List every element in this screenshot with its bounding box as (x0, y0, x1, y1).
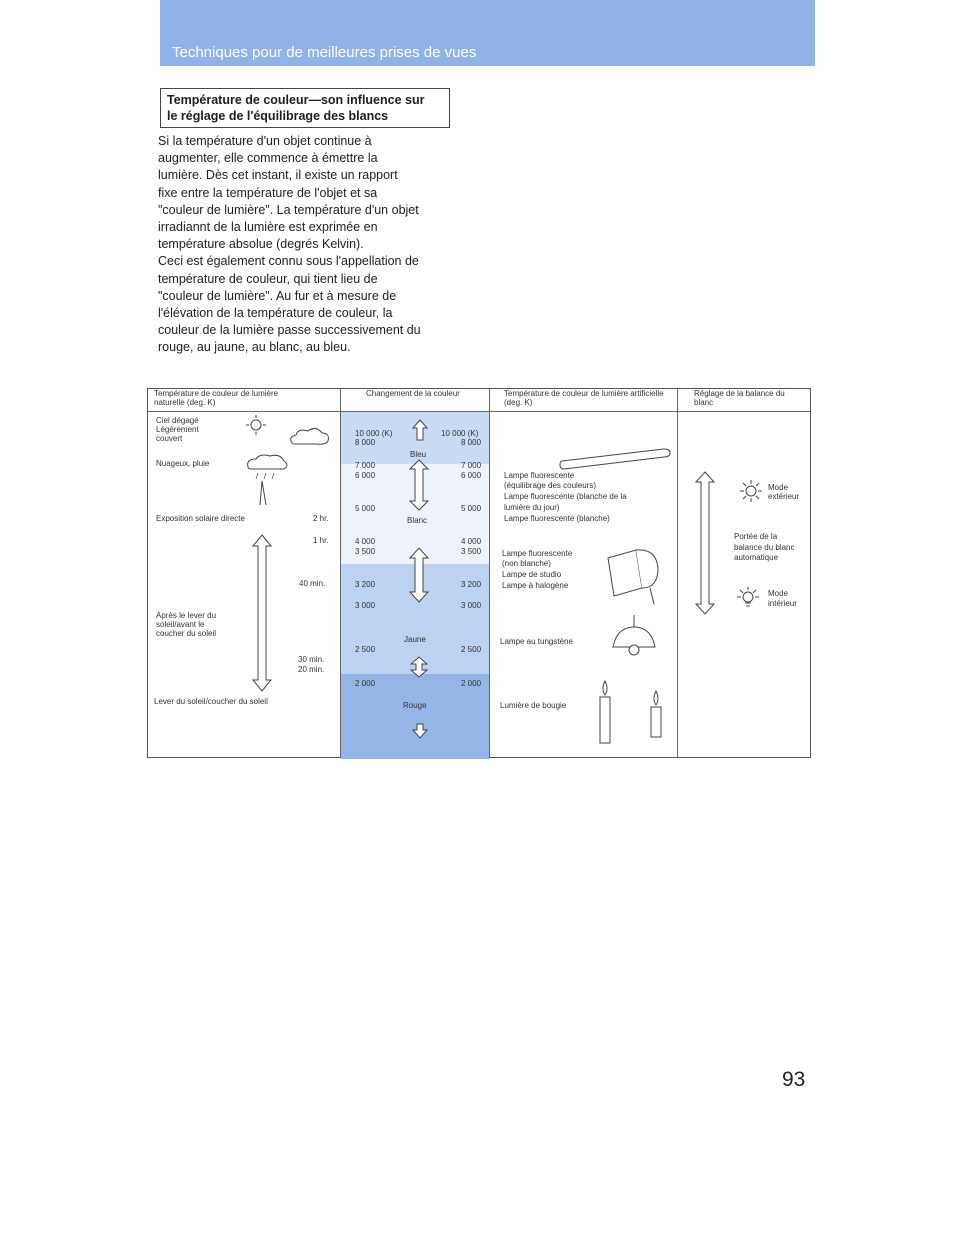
body-line: irradiannt de la lumière est exprimée en (158, 220, 378, 235)
label-20min: 20 min. (298, 665, 325, 674)
label-tungsten: Lampe au tungstène (500, 637, 573, 646)
kelvin-left: 7 000 (355, 461, 376, 470)
cloud-icon (286, 425, 332, 447)
body-line: rouge, au jaune, au blanc, au bleu. (158, 340, 351, 355)
header-change: Changement de la couleur (366, 389, 460, 398)
body-line: Ceci est également connu sous l'appellation de (158, 254, 419, 269)
kelvin-left: 3 200 (355, 580, 376, 589)
body-line: "couleur de lumière". Au fur et à mesure de (158, 288, 397, 303)
double-arrow-icon (695, 471, 715, 615)
kelvin-right: 2 500 (461, 645, 482, 654)
body-line: "couleur de lumière". La température d'un objet (158, 202, 419, 217)
kelvin-right: 6 000 (461, 471, 482, 480)
kelvin-right: 10 000 (K) (441, 429, 479, 438)
color-blue-label: Bleu (410, 450, 427, 459)
light-bulb-icon (737, 587, 759, 609)
label-after-sunrise-3: coucher du soleil (156, 629, 217, 638)
double-arrow-icon (409, 547, 429, 603)
kelvin-left: 4 000 (355, 537, 376, 546)
label-indoor-mode-2: intérieur (768, 599, 797, 608)
label-clouds-rain: Nuageux, pluie (156, 459, 210, 468)
column-divider (340, 389, 341, 757)
label-after-sunrise-2: soleil/avant le (156, 620, 205, 629)
body-paragraph (158, 133, 468, 357)
kelvin-right: 5 000 (461, 504, 482, 513)
section-title-line-1: Température de couleur—son influence sur (167, 93, 425, 107)
body-line: couleur de la lumière passe successivement du (158, 323, 421, 338)
kelvin-right: 4 000 (461, 537, 482, 546)
body-line: température absolue (degrés Kelvin). (158, 237, 364, 252)
label-indoor-mode-1: Mode (768, 589, 789, 598)
body-line: Si la température d'un objet continue à (158, 134, 372, 148)
label-auto-range-1: Portée de la (734, 532, 778, 541)
double-arrow-icon (410, 656, 428, 678)
header-rule (148, 411, 810, 412)
studio-lamp-icon (600, 544, 666, 606)
down-arrow-icon (412, 723, 428, 739)
sun-icon (740, 480, 762, 502)
fluorescent-tube-icon (558, 445, 673, 471)
kelvin-right: 7 000 (461, 461, 482, 470)
kelvin-left: 5 000 (355, 504, 376, 513)
label-fluo-3: Lampe fluorescente (blanche de la (504, 492, 627, 501)
page-number: 93 (782, 1068, 806, 1091)
header-balance: Réglage de la balance du blanc (694, 389, 785, 407)
body-line: lumière. Dès cet instant, il existe un rapport (158, 168, 398, 183)
rain-cloud-icon (244, 453, 290, 511)
column-divider (489, 389, 490, 757)
label-fluo-5: Lampe fluorescente (blanche) (504, 514, 610, 523)
header-artificial: Température de couleur de lumière artificielle (deg. K) (504, 389, 664, 407)
kelvin-right: 3 500 (461, 547, 482, 556)
tungsten-lamp-icon (611, 615, 657, 657)
kelvin-right: 3 000 (461, 601, 482, 610)
kelvin-left: 2 500 (355, 645, 376, 654)
kelvin-left: 10 000 (K) (355, 429, 393, 438)
label-fluo-4: lumière du jour) (504, 503, 560, 512)
label-slightly: Légèrement (156, 425, 199, 434)
label-sunrise-sunset: Lever du soleil/coucher du soleil (154, 697, 268, 706)
color-red-label: Rouge (403, 701, 427, 710)
body-line: température de couleur, qui tient lieu de (158, 271, 378, 286)
label-1h: 1 hr. (313, 536, 329, 545)
section-title-box (160, 88, 450, 128)
color-yellow-label: Jaune (404, 635, 426, 644)
double-arrow-icon (409, 459, 429, 511)
kelvin-left: 2 000 (355, 679, 376, 688)
color-temperature-chart (147, 388, 811, 758)
double-arrow-icon (252, 534, 272, 692)
header-natural: Température de couleur de lumière naturelle (deg. K) (154, 389, 279, 407)
label-outdoor-mode-2: extérieur (768, 492, 800, 501)
kelvin-right: 3 200 (461, 580, 482, 589)
kelvin-left: 3 500 (355, 547, 376, 556)
kelvin-right: 8 000 (461, 438, 482, 447)
label-40min: 40 min. (299, 579, 326, 588)
label-fluo-nonwhite-1: Lampe fluorescente (502, 549, 573, 558)
label-halogen: Lampe à halogène (502, 581, 569, 590)
label-after-sunrise-1: Après le lever du (156, 611, 217, 620)
label-fluo-2: (équilibrage des couleurs) (504, 481, 597, 490)
banner-title: Techniques pour de meilleures prises de vues (172, 44, 477, 61)
label-2h: 2 hr. (313, 514, 329, 523)
kelvin-left: 3 000 (355, 601, 376, 610)
header-banner (160, 0, 815, 66)
label-30min: 30 min. (298, 655, 325, 664)
kelvin-right: 2 000 (461, 679, 482, 688)
label-candle: Lumière de bougie (500, 701, 567, 710)
candle-icon (597, 679, 613, 745)
up-arrow-icon (412, 419, 428, 441)
body-line: augmenter, elle commence à émettre la (158, 151, 378, 166)
label-clear-sky: Ciel dégagé (156, 416, 199, 425)
label-auto-range-3: automatique (734, 553, 779, 562)
label-outdoor-mode-1: Mode (768, 483, 789, 492)
label-studio-lamp: Lampe de studio (502, 570, 562, 579)
label-fluo-nonwhite-2: (non blanche) (502, 559, 551, 568)
label-auto-range-2: balance du blanc (734, 543, 795, 552)
label-direct-sun: Exposition solaire directe (156, 514, 245, 523)
body-line: fixe entre la température de l'objet et sa (158, 185, 378, 200)
label-fluo-1: Lampe fluorescente (504, 471, 575, 480)
section-title-line-2: le réglage de l'équilibrage des blancs (167, 109, 389, 123)
color-white-label: Blanc (407, 516, 428, 525)
sun-icon (244, 415, 268, 435)
kelvin-left: 6 000 (355, 471, 376, 480)
kelvin-left: 8 000 (355, 438, 376, 447)
body-line: l'élévation de la température de couleur, la (158, 306, 393, 321)
candle-icon (648, 689, 664, 739)
label-overcast: couvert (156, 434, 183, 443)
column-divider (677, 389, 678, 757)
